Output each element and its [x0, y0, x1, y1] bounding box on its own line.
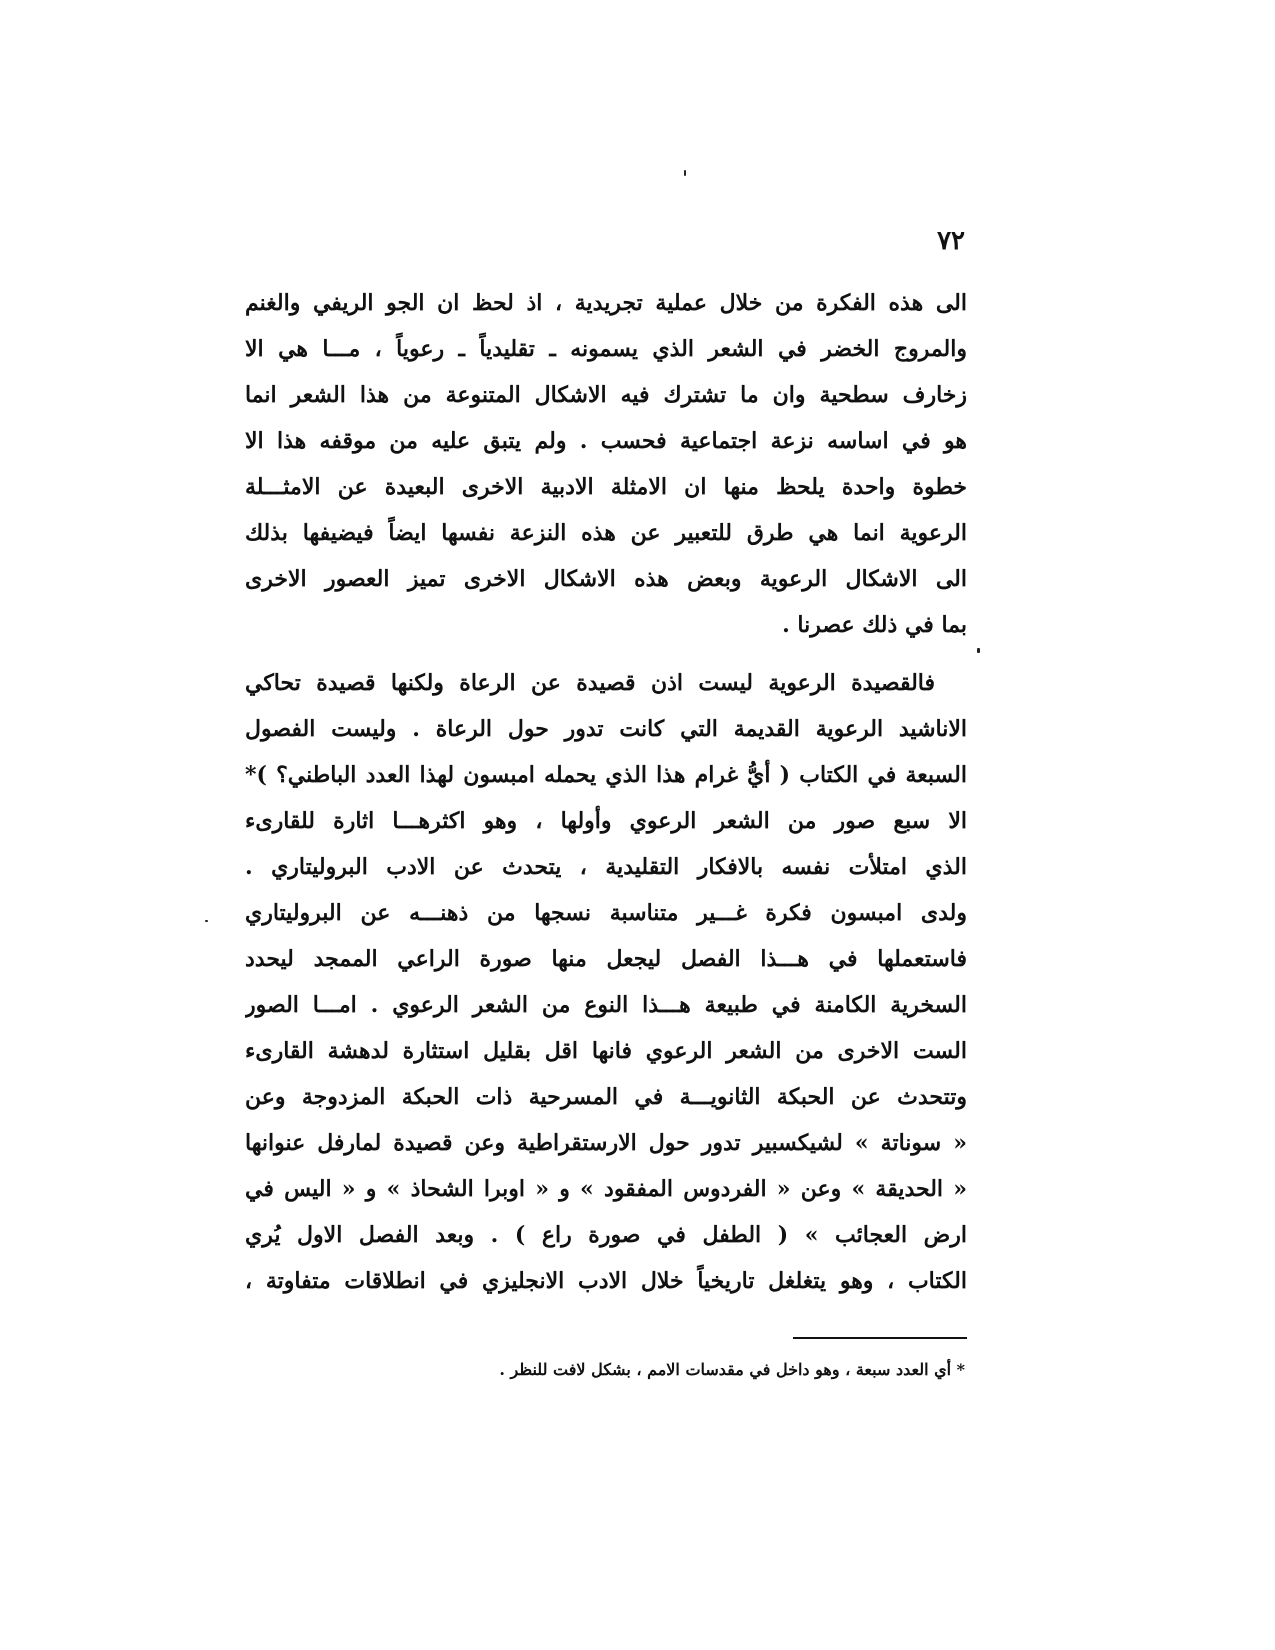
footnote: * أي العدد سبعة ، وهو داخل في مقدسات الامم ، بشكل لافت للنظر .	[499, 1360, 965, 1379]
text-line: خطوة واحدة يلحظ منها ان الامثلة الادبية الاخرى البعيدة عن الامثـــلة	[245, 474, 967, 500]
text-line: السبعة في الكتاب ( أيُّ غرام هذا الذي يحمله امبسون لهذا العدد الباطني؟ )*	[245, 762, 967, 788]
text-line: « الحديقة » وعن « الفردوس المفقود » و « اوبرا الشحاذ » و « اليس في	[245, 1176, 967, 1202]
text-line: بما في ذلك عصرنا .	[782, 612, 967, 638]
text-line: الاناشيد الرعوية القديمة التي كانت تدور حول الرعاة . وليست الفصول	[245, 716, 967, 742]
text-line: السخرية الكامنة في طبيعة هـــذا النوع من الشعر الرعوي . امـــا الصور	[245, 992, 967, 1018]
footnote-divider	[793, 1337, 967, 1339]
text-line: فالقصيدة الرعوية ليست اذن قصيدة عن الرعاة ولكنها قصيدة تحاكي	[245, 670, 935, 696]
text-line: الذي امتلأت نفسه بالافكار التقليدية ، يتحدث عن الادب البروليتاري .	[245, 854, 967, 880]
text-line: وتتحدث عن الحبكة الثانويـــة في المسرحية ذات الحبكة المزدوجة وعن	[245, 1084, 967, 1110]
text-line: الى هذه الفكرة من خلال عملية تجريدية ، اذ لحظ ان الجو الريفي والغنم	[245, 290, 967, 316]
text-line: ارض العجائب » ( الطفل في صورة راع ) . وبعد الفصل الاول يُري	[245, 1222, 967, 1248]
text-line: والمروج الخضر في الشعر الذي يسمونه ـ تقليدياً ـ رعوياً ، مـــا هي الا	[245, 336, 967, 362]
scan-mark	[977, 648, 980, 653]
text-line: هو في اساسه نزعة اجتماعية فحسب . ولم يتبق عليه من موقفه هذا الا	[245, 428, 967, 454]
text-line: زخارف سطحية وان ما تشترك فيه الاشكال المتنوعة من هذا الشعر انما	[245, 382, 967, 408]
text-line: الكتاب ، وهو يتغلغل تاريخياً خلال الادب الانجليزي في انطلاقات متفاوتة ،	[245, 1268, 967, 1294]
text-line: الا سبع صور من الشعر الرعوي وأولها ، وهو اكثرهـــا اثارة للقارىء	[245, 808, 967, 834]
text-line: فاستعملها في هـــذا الفصل ليجعل منها صورة الراعي الممجد ليحدد	[245, 946, 967, 972]
text-line: الرعوية انما هي طرق للتعبير عن هذه النزعة نفسها ايضاً فيضيفها بذلك	[245, 520, 967, 546]
text-line: ولدى امبسون فكرة غـــير متناسبة نسجها من ذهنـــه عن البروليتاري	[245, 900, 967, 926]
text-line: الست الاخرى من الشعر الرعوي فانها اقل بقليل استثارة لدهشة القارىء	[245, 1038, 967, 1064]
paragraph-2	[245, 660, 967, 1304]
scan-mark	[205, 920, 208, 922]
page-number: ٧٢	[937, 226, 965, 256]
paragraph-1	[245, 280, 967, 648]
text-line: « سوناتة » لشيكسبير تدور حول الارستقراطية وعن قصيدة لمارفل عنوانها	[245, 1130, 967, 1156]
scan-mark	[684, 170, 686, 176]
text-line: الى الاشكال الرعوية وبعض هذه الاشكال الاخرى تميز العصور الاخرى	[245, 566, 967, 592]
